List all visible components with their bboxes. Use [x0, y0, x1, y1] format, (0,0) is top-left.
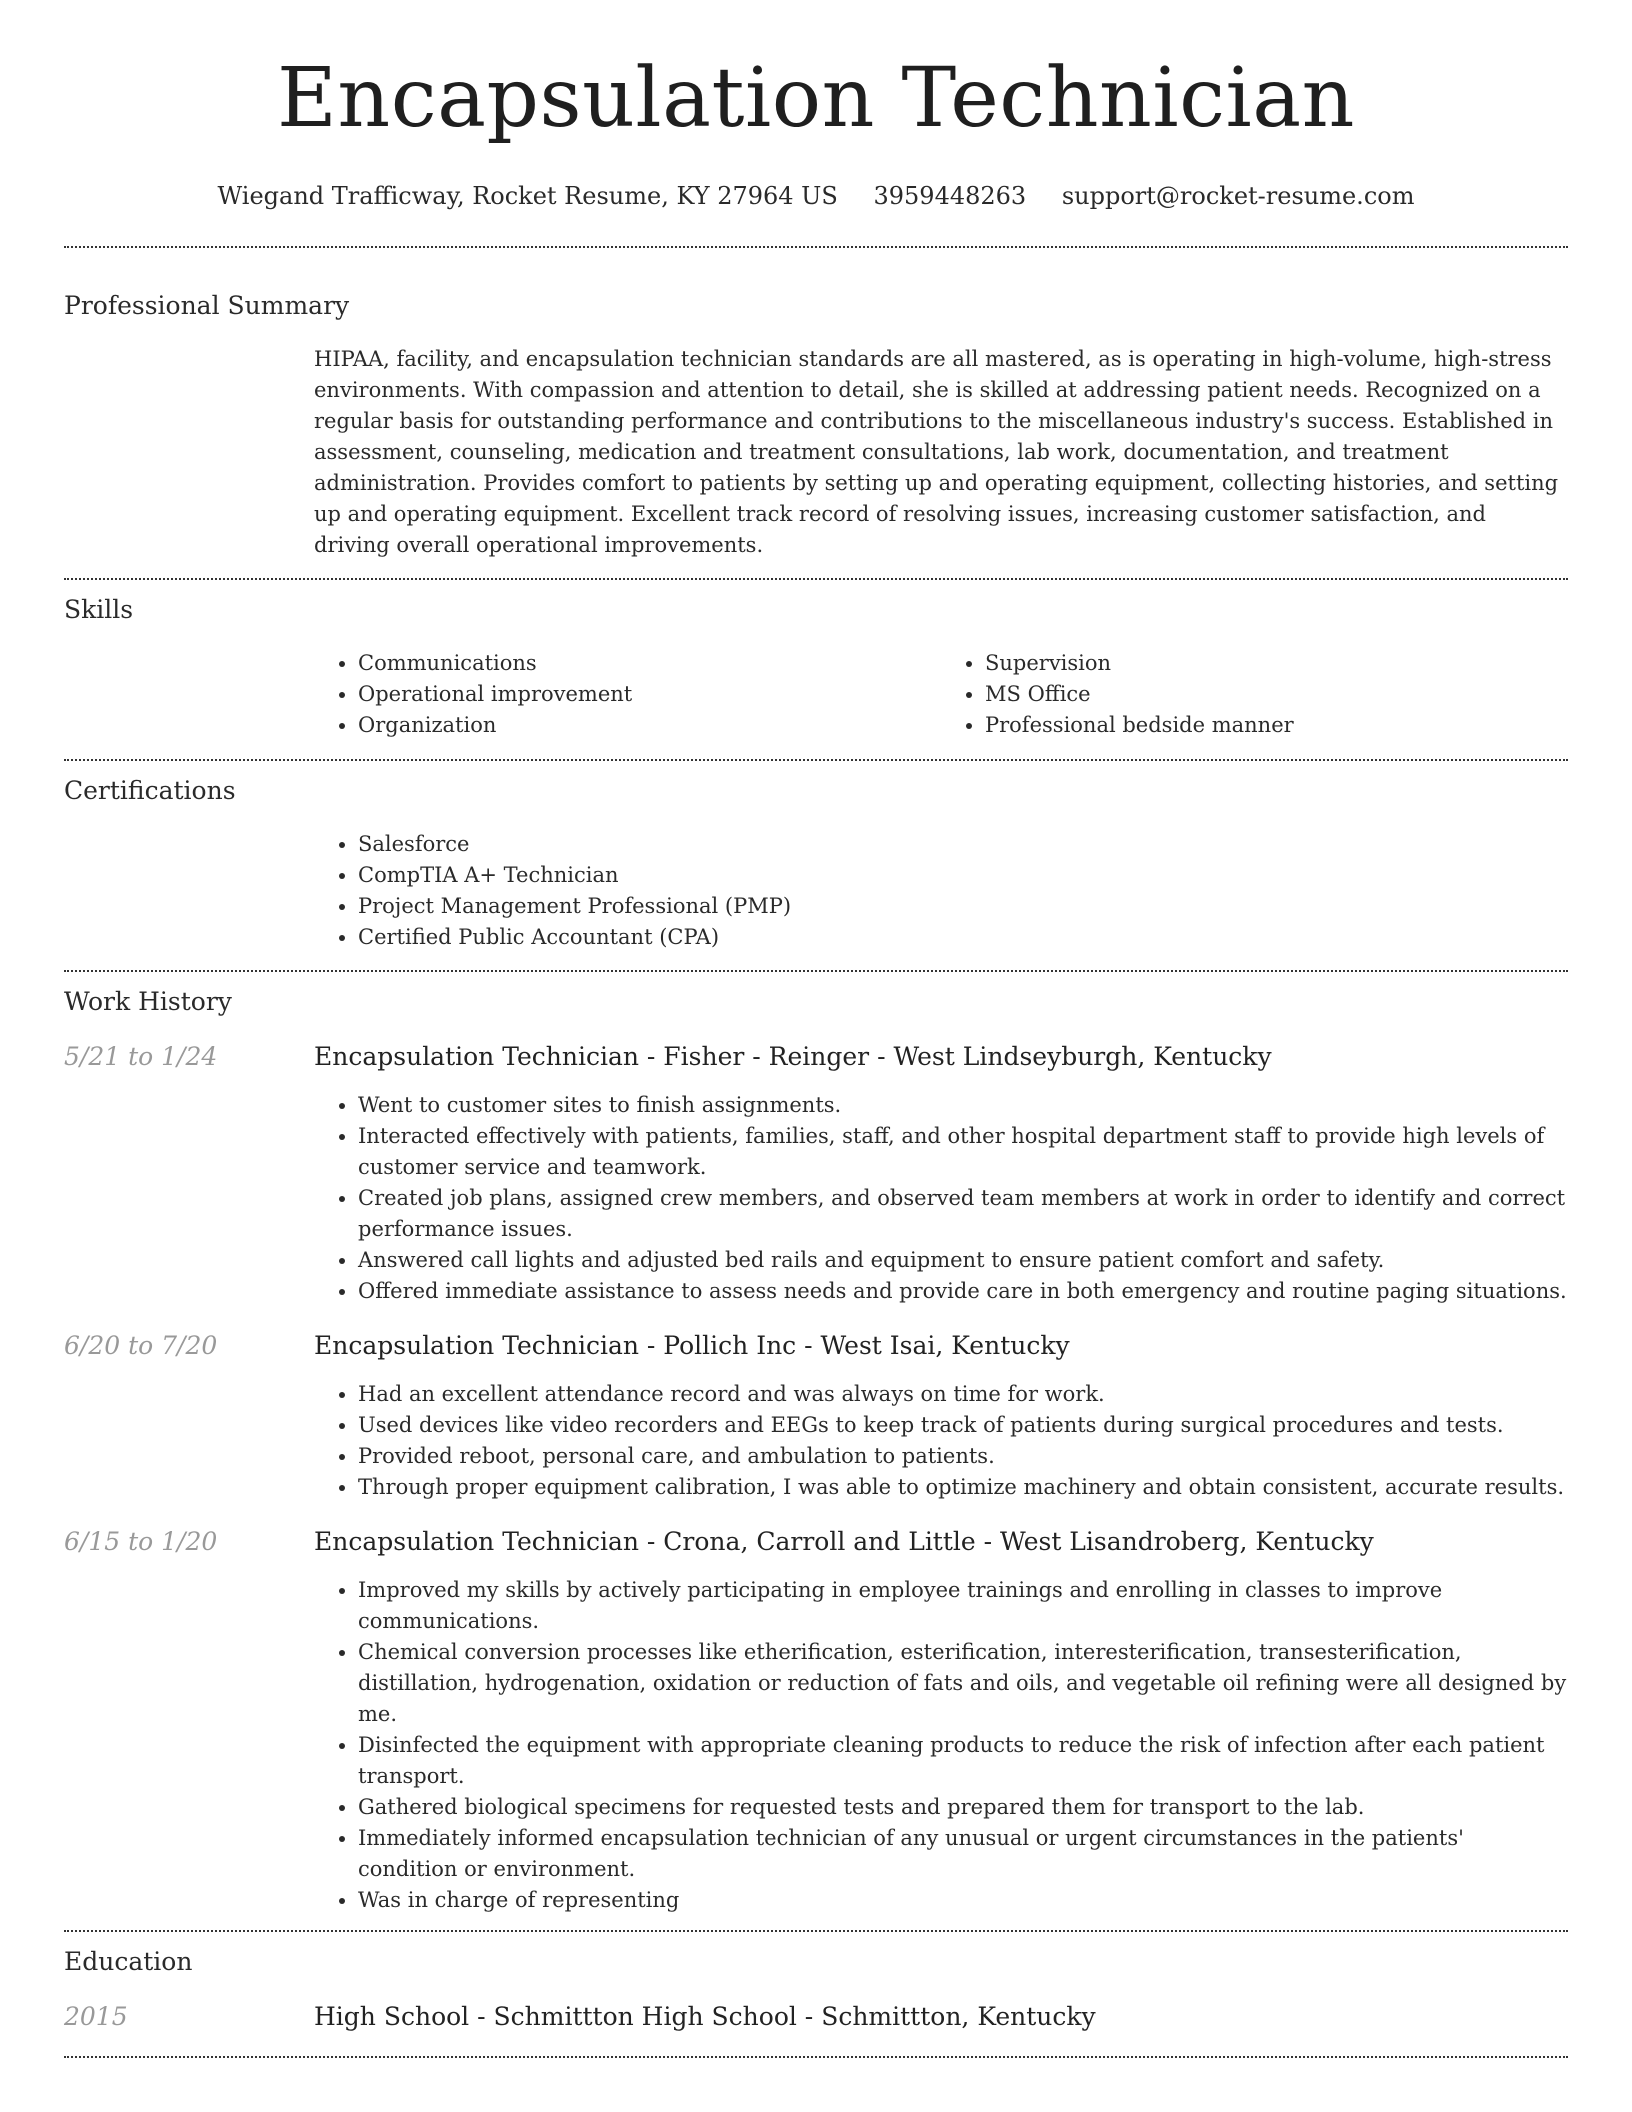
job-header — [64, 1527, 1568, 1561]
job-bullet: • Created job plans, assigned crew members, and observed team members at work in order to identify and correct performance issues. — [358, 1183, 1568, 1245]
phone: 3959448263 — [873, 182, 1027, 210]
job-bullet: • Was in charge of representing — [358, 1885, 1568, 1916]
divider — [64, 1930, 1568, 1932]
job-header — [64, 1042, 1568, 1076]
divider — [64, 246, 1568, 248]
work-history-title: Work History — [64, 987, 232, 1016]
certification-item: • Certified Public Accountant (CPA) — [358, 922, 1568, 953]
education-title: Education — [64, 1947, 193, 1976]
skill-item: • Operational improvement — [358, 679, 941, 710]
job-title: Encapsulation Technician - Pollich Inc - West Isai, Kentucky — [314, 1331, 1070, 1360]
job-bullet: • Used devices like video recorders and EEGs to keep track of patients during surgical procedures and tests. — [358, 1410, 1568, 1441]
skill-item: • Professional bedside manner — [985, 710, 1568, 741]
email: support@rocket-resume.com — [1061, 182, 1415, 210]
certifications-list — [314, 829, 1568, 953]
job-bullet: • Went to customer sites to finish assignments. — [358, 1090, 1568, 1121]
summary-title: Professional Summary — [64, 291, 350, 320]
divider — [64, 578, 1568, 580]
job-title: Encapsulation Technician - Crona, Carroll and Little - West Lisandroberg, Kentucky — [314, 1527, 1374, 1556]
contact-line — [64, 180, 1568, 212]
job-bullet: • Through proper equipment calibration, I was able to optimize machinery and obtain consistent, accurate results. — [358, 1472, 1568, 1503]
job-dates: 5/21 to 1/24 — [64, 1042, 218, 1071]
job-bullet: • Disinfected the equipment with appropriate cleaning products to reduce the risk of infection after each patient transport. — [358, 1730, 1568, 1792]
skill-item: • Organization — [358, 710, 941, 741]
job-title: Encapsulation Technician - Fisher - Reinger - West Lindseyburgh, Kentucky — [314, 1042, 1272, 1071]
job-bullet: • Had an excellent attendance record and was always on time for work. — [358, 1379, 1568, 1410]
skill-item: • Supervision — [985, 648, 1568, 679]
skill-item: • Communications — [358, 648, 941, 679]
summary-text: HIPAA, facility, and encapsulation technician standards are all mastered, as is operating in high-volume, high-stress environments. With compassion and attention to detail, she is skilled at addressing patient needs. Recognized on a regular basis for outstanding performance and contributions to the miscellaneous industry's success. Established in assessment, counseling, medication and treatment consultations, lab work, documentation, and treatment administration. Provides comfort to patients by setting up and operating equipment, collecting histories, and setting up and operating equipment. Excellent track record of resolving issues, increasing customer satisfaction, and driving overall operational improvements. — [314, 347, 1559, 557]
certifications-title: Certifications — [64, 776, 236, 805]
education-school: High School - Schmittton High School - Schmittton, Kentucky — [314, 2002, 1096, 2031]
job-bullet: • Provided reboot, personal care, and ambulation to patients. — [358, 1441, 1568, 1472]
job-dates: 6/20 to 7/20 — [64, 1331, 218, 1360]
job-dates: 6/15 to 1/20 — [64, 1527, 218, 1556]
job-bullet: • Answered call lights and adjusted bed rails and equipment to ensure patient comfort and safety. — [358, 1245, 1568, 1276]
job-bullet: • Interacted effectively with patients, families, staff, and other hospital department staff to provide high levels of customer service and teamwork. — [358, 1121, 1568, 1183]
job-bullet: • Gathered biological specimens for requested tests and prepared them for transport to the lab. — [358, 1792, 1568, 1823]
candidate-name: Encapsulation Technician — [277, 51, 1355, 146]
divider — [64, 759, 1568, 761]
address: Wiegand Trafficway, Rocket Resume, KY 27964 US — [217, 182, 838, 210]
skills-column-2 — [941, 648, 1568, 741]
certification-item: • CompTIA A+ Technician — [358, 860, 1568, 891]
job-bullets — [314, 1575, 1568, 1916]
job-bullet: • Immediately informed encapsulation technician of any unusual or urgent circumstances in the patients' condition or environment. — [358, 1823, 1568, 1885]
job-bullet: • Chemical conversion processes like etherification, esterification, interesterification, transesterification, distillation, hydrogenation, oxidation or reduction of fats and oils, and vegetable oil refining were all designed by me. — [358, 1637, 1568, 1730]
certification-item: • Project Management Professional (PMP) — [358, 891, 1568, 922]
skills-column-1 — [314, 648, 941, 741]
divider — [64, 970, 1568, 972]
divider — [64, 2056, 1568, 2058]
education-entry — [64, 2002, 1568, 2036]
job-bullets — [314, 1090, 1568, 1307]
certification-item: • Salesforce — [358, 829, 1568, 860]
job-header — [64, 1331, 1568, 1365]
job-bullet: • Improved my skills by actively participating in employee trainings and enrolling in classes to improve communications. — [358, 1575, 1568, 1637]
education-dates: 2015 — [64, 2002, 128, 2031]
skills-title: Skills — [64, 595, 134, 624]
skills-list — [314, 648, 1568, 741]
skill-item: • MS Office — [985, 679, 1568, 710]
job-bullet: • Offered immediate assistance to assess needs and provide care in both emergency and routine paging situations. — [358, 1276, 1568, 1307]
job-bullets — [314, 1379, 1568, 1503]
